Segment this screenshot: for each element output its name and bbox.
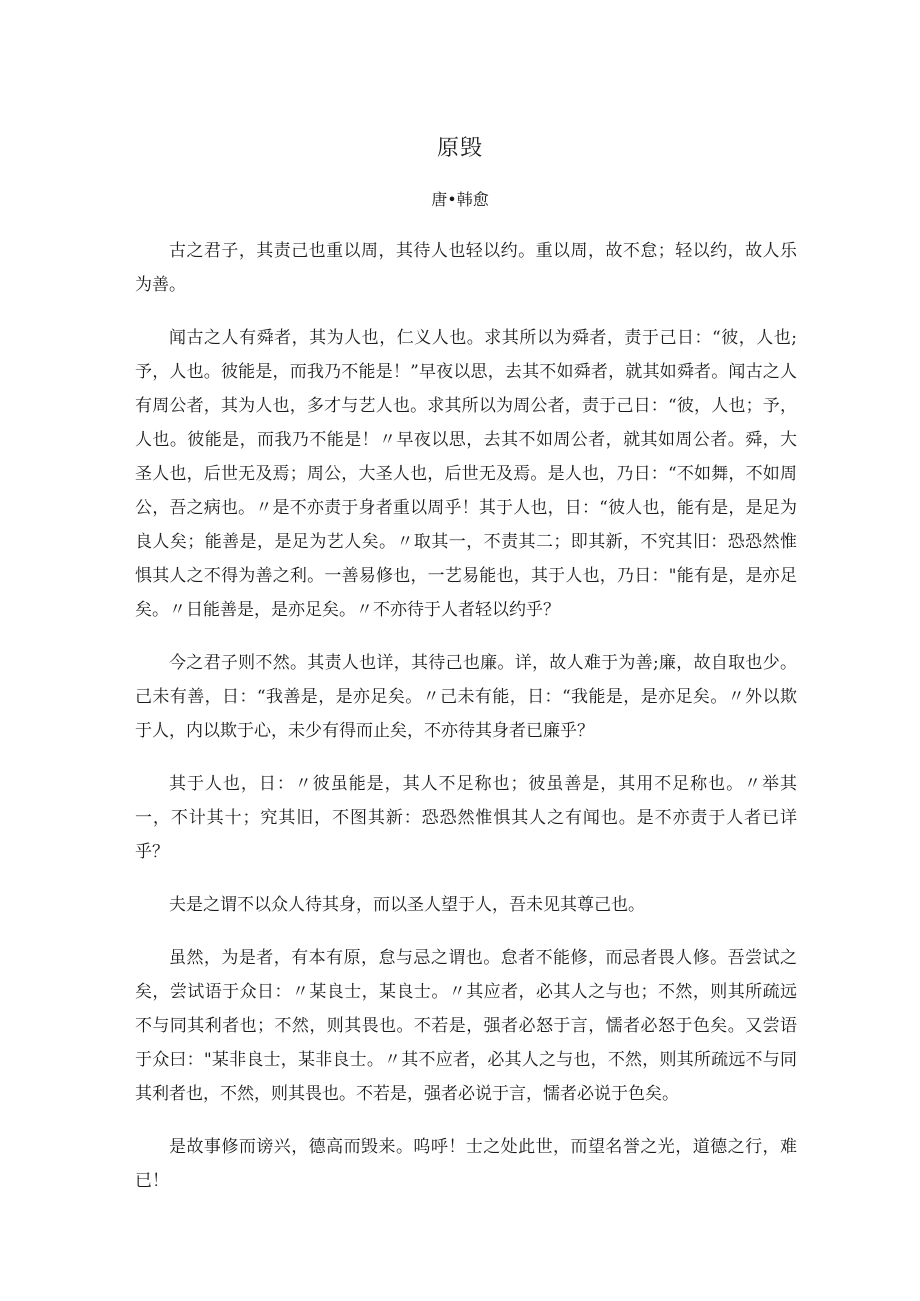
author-line: 唐•韩愈	[431, 190, 489, 209]
document-body	[135, 234, 797, 1217]
paragraph: 古之君子，其责己也重以周，其待人也轻以约。重以周，故不怠；轻以约，故人乐为善。	[135, 241, 797, 295]
paragraph: 其于人也，日：〃彼虽能是，其人不足称也；彼虽善是，其用不足称也。〃举其一，不计其十；究其旧，不图其新：恐恐然惟惧其人之有闻也。是不亦责于人者已详乎？	[135, 774, 797, 862]
paragraph: 夫是之谓不以众人待其身，而以圣人望于人，吾未见其尊己也。	[169, 895, 645, 915]
paragraph: 今之君子则不然。其责人也详，其待己也廉。详，故人难于为善;廉，故自取也少。己未有善，日：“我善是，是亦足矣。〃己未有能，日：“我能是，是亦足矣。〃外以欺于人，内以欺于心，未少有得而止矣，不亦待其身者已廉乎？	[135, 653, 797, 741]
paragraph: 虽然，为是者，有本有原，怠与忌之谓也。怠者不能修，而忌者畏人修。吾尝试之矣，尝试语于众日：〃某良士，某良士。〃其应者，必其人之与也；不然，则其所疏远不与同其利者也；不然，则其畏也。不若是，强者必怒于言，懦者必怒于色矣。又尝语于众曰："某非良士，某非良士。〃其不应者，必其人之与也，不然，则其所疏远不与同其利者也，不然，则其畏也。不若是，强者必说于言，懦者必说于色矣。	[135, 948, 797, 1104]
paragraph: 闻古之人有舜者，其为人也，仁义人也。求其所以为舜者，责于己日：“彼，人也;予，人也。彼能是，而我乃不能是！”早夜以思，去其不如舜者，就其如舜者。闻古之人有周公者，其为人也，多才与艺人也。求其所以为周公者，责于己日：“彼，人也；予，人也。彼能是，而我乃不能是！〃早夜以思，去其不如周公者，就其如周公者。舜，大圣人也，后世无及焉；周公，大圣人也，后世无及焉。是人也，乃日：“不如舞，不如周公，吾之病也。〃是不亦责于身者重以周乎！其于人也，日：“彼人也，能有是，是足为良人矣；能善是，是足为艺人矣。〃取其一，不责其二；即其新，不究其旧：恐恐然惟惧其人之不得为善之利。一善易修也，一艺易能也，其于人也，乃日："能有是，是亦足矣。〃日能善是，是亦足矣。〃不亦待于人者轻以约乎？	[135, 328, 797, 620]
page-title: 原毁	[436, 136, 483, 161]
paragraph: 是故事修而谤兴，德高而毁来。呜呼！士之处此世，而望名誉之光，道德之行，难已！	[135, 1137, 797, 1191]
